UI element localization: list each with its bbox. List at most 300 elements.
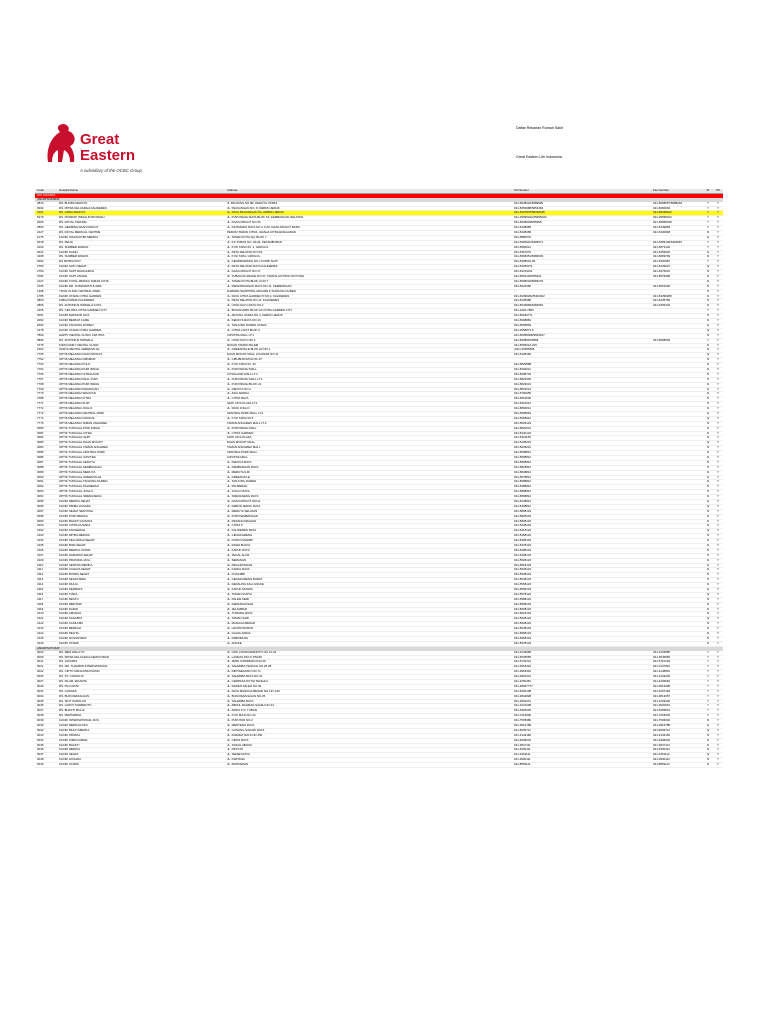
cell-address: JL. CEMPAKA PUTIH TENGAH <box>227 679 268 683</box>
cell-address: JL. GREENVILLE <box>227 475 250 479</box>
cell-tel: 021-5468123 <box>514 539 532 543</box>
cell-address: CIPUTRA MALL <box>227 455 248 459</box>
cell-address: JL. BOULEVARD BLOK G3 CITRA GARDEN CITY <box>227 309 293 313</box>
cell-code: 3117 <box>37 597 44 601</box>
cell-hospital-name: OPTIK MELAWAI CITRA <box>59 397 92 401</box>
cell-address: JL. PETOJO <box>227 748 244 752</box>
cell-code: 0036 <box>37 704 44 708</box>
cell-address: DAAN MOGOT MALL <box>227 441 256 445</box>
cell-code: 0045 <box>37 743 44 747</box>
cell-code: 3165 <box>37 309 44 313</box>
cell-hospital-name: RS. JAKARTA <box>59 660 78 664</box>
cell-code: 0160 <box>37 245 44 249</box>
cell-hospital-name: KLINIK TIARA <box>59 592 78 596</box>
cell-tel: 021-5418123 <box>514 529 532 533</box>
cell-tel: 021-56958338/56958 <box>514 221 542 225</box>
cell-tel: 021-5488123 <box>514 548 532 552</box>
cell-ip: N <box>706 743 710 747</box>
cell-code: 2102 <box>37 348 44 352</box>
cell-tel: 021-5548123 <box>514 578 532 582</box>
cell-op: Y <box>717 441 719 445</box>
cell-hospital-name: RS. MITRA KELUARGA KEMAYORAN <box>59 655 109 659</box>
cell-address: JL. KYAI MAJA NO.43 <box>227 714 256 718</box>
cell-hospital-name: RS. BHAKTI MULIA <box>59 709 85 713</box>
cell-address: JL. KAMAL RAYA <box>227 568 250 572</box>
cell-ip: N <box>706 411 710 415</box>
cell-hospital-name: KLINIK HUSADA <box>59 758 82 762</box>
cell-address: JL. KEDOYA RAYA NO.10 <box>227 319 261 323</box>
cell-ip: N <box>706 460 710 464</box>
cell-address: JL. SALEMBA TENGAH NO.26-28 <box>227 665 272 669</box>
cell-op: Y <box>717 407 719 411</box>
cell-address: JL. TAMAN SARI <box>227 617 250 621</box>
cell-fax: 021-5660003 <box>653 206 671 210</box>
cell-op: Y <box>717 529 719 533</box>
cell-ip: N <box>706 622 710 626</box>
cell-fax: 021-7506002 <box>653 719 671 723</box>
cell-op: Y <box>717 431 719 435</box>
cell-address: JL. GAJAH MADA <box>227 632 251 636</box>
cell-code: 3085 <box>37 451 44 455</box>
cell-op: Y <box>717 583 719 587</box>
cell-ip: N <box>706 524 710 528</box>
cell-code: 7767 <box>37 377 44 381</box>
cell-address: JL. PETA SELATAN RAYA KALIDERES <box>227 265 278 269</box>
cell-fax <box>653 383 703 387</box>
cell-tel: 021-54399252/5400022 <box>514 294 545 298</box>
col-hospital-name: Hospital Name <box>59 189 78 192</box>
cell-op: Y <box>717 553 719 557</box>
cell-op: Y <box>717 231 719 235</box>
cell-hospital-name: KLINIK HARAPAN SEHAT <box>59 553 93 557</box>
cell-ip: N <box>706 441 710 445</box>
cell-code: 3092 <box>37 485 44 489</box>
cell-code: 7773 <box>37 411 44 415</box>
cell-ip: N <box>706 480 710 484</box>
table-row <box>35 763 723 768</box>
cell-code: 2760 <box>37 270 44 274</box>
cell-fax <box>653 363 703 367</box>
cell-hospital-name: RS. HUSADA <box>59 689 77 693</box>
cell-tel: 021-5538123 <box>514 573 532 577</box>
cell-hospital-name: OPTIK MELAWAI CIBUBUR <box>59 358 96 362</box>
cell-fax: 021-3148991 <box>653 670 671 674</box>
cell-tel: 021-54369271 <box>514 265 533 269</box>
cell-fax <box>653 568 703 572</box>
cell-hospital-name: OPTIK MELAWAI PURI INDAH <box>59 382 100 386</box>
col-ip: IP <box>706 189 710 192</box>
cell-address: JL. SALEMBA RAYA NO.41 <box>227 675 263 679</box>
cell-code: 5279 <box>37 216 44 220</box>
cell-fax <box>653 432 703 436</box>
cell-code: 2127 <box>37 231 44 235</box>
cell-address: SLIPI JAYA PLAZA LT.1 <box>227 402 258 406</box>
cell-fax <box>653 319 703 323</box>
cell-op: Y <box>717 299 719 303</box>
cell-address: GARDEN SHOPPING ARCADE 8 TANJUNG DUREN <box>227 289 296 293</box>
cell-fax <box>653 461 703 465</box>
cell-code: 0030 <box>37 684 44 688</box>
cell-code: 3775 <box>37 343 44 347</box>
cell-fax: 021-3914928 <box>653 684 671 688</box>
cell-hospital-name: OPTIK MELAWAI CENTRAL PARK <box>59 411 105 415</box>
cell-fax: 021-5668567/5688218 <box>653 201 683 205</box>
cell-ip: N <box>706 446 710 450</box>
cell-fax: 021-5669739 <box>653 255 671 259</box>
cell-fax: 021-5651026 <box>653 284 671 288</box>
cell-address: JL. CENGKARENG <box>227 534 253 538</box>
cell-op: Y <box>717 314 719 318</box>
cell-code: 3080 <box>37 426 44 430</box>
cell-op: Y <box>717 480 719 484</box>
cell-hospital-name: KLINIK INSANI PURI MEDIKA <box>59 235 99 239</box>
cell-hospital-name: RS. GATOT SOEBROTO <box>59 704 92 708</box>
cell-fax: 021-5679938 <box>653 275 671 279</box>
cell-ip: N <box>706 231 710 235</box>
cell-code: 0044 <box>37 738 44 742</box>
cell-ip: N <box>706 573 710 577</box>
cell-tel: 021-3144182 <box>514 733 532 737</box>
cell-address: CENTRAL PARK MALL LT.2 <box>227 411 264 415</box>
cell-op: Y <box>717 265 719 269</box>
cell-op: Y <box>717 240 719 244</box>
cell-tel: 021-5678812 <box>514 475 532 479</box>
cell-hospital-name: KLINIK SEJAHTERA <box>59 578 86 582</box>
cell-code: 0032 <box>37 206 44 210</box>
cell-hospital-name: OPTIK TUNGGAL MERUYA <box>59 470 96 474</box>
cell-code: 3115 <box>37 588 44 592</box>
cell-code: 3098 <box>37 514 44 518</box>
cell-hospital-name: KLINIK UTAMA <box>59 641 79 645</box>
cell-op: Y <box>717 514 719 518</box>
cell-hospital-name: OPTIK TUNGGAL KEMBANGAN <box>59 465 102 469</box>
cell-hospital-name: KLINIK KASIH IBU <box>59 622 84 626</box>
cell-fax: 021-3520619 <box>653 704 671 708</box>
cell-ip: N <box>706 758 710 762</box>
cell-code: 7768 <box>37 382 44 386</box>
cell-tel: 021-5868812 <box>514 495 532 499</box>
cell-fax <box>653 500 703 504</box>
cell-tel: 021-5438190 <box>514 353 532 357</box>
cell-tel: 021-5665012-015 <box>514 343 537 347</box>
cell-address: JL. KAPUK RAYA <box>227 548 250 552</box>
cell-tel: 021-5646899/5466681 <box>514 304 544 308</box>
cell-address: JL. CIKINI RAYA <box>227 738 249 742</box>
cell-op: Y <box>717 694 719 698</box>
cell-code: 0011 <box>37 660 44 664</box>
cell-hospital-name: RS. ROYAL TARUMA <box>59 221 87 225</box>
cell-op: Y <box>717 495 719 499</box>
cell-ip: N <box>706 372 710 376</box>
cell-address: JL. DAAN MOGOT NO.17 <box>227 270 261 274</box>
cell-hospital-name: OPTIK MELAWAI SLIPI <box>59 402 90 406</box>
cell-address: JL. RAYA CITRA GARDEN 5 NO.2, KALIDERES <box>227 294 290 298</box>
cell-ip: N <box>706 314 710 318</box>
cell-tel: 021-5800011 <box>514 407 531 411</box>
cell-op: Y <box>717 670 719 674</box>
cell-fax <box>653 334 703 338</box>
cell-hospital-name: RS. SINT CAROLUS <box>59 699 86 703</box>
cell-op: Y <box>717 392 719 396</box>
cell-address: JL. KYAI TAPA NO. 33 <box>227 363 256 367</box>
cell-ip: Y <box>707 709 709 713</box>
cell-ip: N <box>706 328 710 332</box>
cell-op: Y <box>717 592 719 596</box>
cell-ip: N <box>706 553 710 557</box>
cell-op: Y <box>717 358 719 362</box>
cell-op: Y <box>717 250 719 254</box>
cell-tel: 021-5658123 <box>514 632 532 636</box>
cell-fax <box>653 627 703 631</box>
cell-tel: 021-5457070 <box>514 250 532 254</box>
cell-fax: 021-3107816 <box>653 665 671 669</box>
cell-ip: N <box>706 495 710 499</box>
cell-fax <box>653 480 703 484</box>
cell-address: Jl. PANJANG NO.8E, KEDOYA UTARA <box>227 201 278 205</box>
cell-hospital-name: OPTIK MELAWAI PULO <box>59 363 91 367</box>
cell-tel: 021-56958368/5665167 <box>514 333 545 337</box>
cell-op: Y <box>717 426 719 430</box>
cell-fax <box>653 314 703 318</box>
cell-op: Y <box>717 402 719 406</box>
cell-ip: N <box>706 348 710 352</box>
cell-op: Y <box>717 728 719 732</box>
cell-hospital-name: OPTIK TUNGGAL DAAN MOGOT <box>59 441 103 445</box>
cell-ip: N <box>706 475 710 479</box>
cell-ip: Y <box>707 699 709 703</box>
cell-fax: 021-6497494 <box>653 689 671 693</box>
cell-address: SLIPI JAYA PLAZA <box>227 436 252 440</box>
cell-tel: 021-5818812 <box>514 465 532 469</box>
cell-fax <box>653 549 703 553</box>
cell-hospital-name: KLINIK CAHAYA SEHAT <box>59 568 91 572</box>
cell-ip: Y <box>707 670 709 674</box>
cell-ip: N <box>706 265 710 269</box>
cell-op: Y <box>717 622 719 626</box>
cell-fax <box>653 309 703 313</box>
cell-code: 0866 <box>37 304 44 308</box>
cell-address: JL. LANDAS PACU TIMUR <box>227 655 262 659</box>
cell-hospital-name: KLINIK CITRA HUSADA <box>59 524 91 528</box>
cell-code: 3100 <box>37 524 44 528</box>
cell-tel: 021-5829888 <box>514 363 532 367</box>
cell-tel: 021-5306901/5306971 <box>514 240 544 244</box>
cell-hospital-name: KLINIK PRODIA <box>59 733 81 737</box>
cell-fax: 021-6006712 <box>653 728 671 732</box>
cell-op: Y <box>717 709 719 713</box>
cell-tel: 021-5301155 <box>514 436 531 440</box>
cell-address: JL. MERUYA ILIR <box>227 470 250 474</box>
cell-tel: 021-5458123 <box>514 534 532 538</box>
cell-op: Y <box>717 636 719 640</box>
cell-ip: N <box>706 363 710 367</box>
cell-fax <box>653 466 703 470</box>
cell-code: 3091 <box>37 480 44 484</box>
cell-hospital-name: OPTIK MELAWAI CITRALAND <box>59 372 99 376</box>
cell-address: JL. CIBUBUR RAYA NO.37 <box>227 358 262 362</box>
cell-ip: Y <box>707 655 709 659</box>
cell-op: Y <box>717 753 719 757</box>
cell-tel: 021-5661500 <box>514 397 532 401</box>
cell-hospital-name: RS. ANTONIUS NIRMALA <box>59 338 93 342</box>
cell-fax: 021-8581112 <box>653 763 670 767</box>
cell-code: 3112 <box>37 573 44 577</box>
cell-code: 7800 <box>37 333 44 337</box>
cell-hospital-name: RS. HERMINA DAAN MOGOT <box>59 226 99 230</box>
cell-tel: (021) 29555666 <box>514 348 535 352</box>
cell-ip: N <box>706 333 710 337</box>
cell-tel: 021-5688812 <box>514 480 532 484</box>
cell-address: JL. KEDAUNG KALI ANGKE <box>227 583 264 587</box>
cell-op: Y <box>717 500 719 503</box>
cell-op: Y <box>717 475 719 479</box>
cell-fax <box>653 344 703 348</box>
cell-op: Y <box>717 632 719 636</box>
cell-tel: 021-5440123 <box>514 431 532 435</box>
cell-fax <box>653 446 703 450</box>
cell-fax <box>653 388 703 392</box>
cell-code: 1785 <box>37 294 44 298</box>
cell-op: Y <box>717 573 719 577</box>
cell-tel: 021-3908201 <box>514 738 532 742</box>
cell-fax: 021-5459926 <box>653 250 671 254</box>
cell-ip: N <box>706 353 710 357</box>
cell-code: 3106 <box>37 548 44 552</box>
cell-op: Y <box>717 748 719 752</box>
cell-ip: N <box>706 753 710 757</box>
cell-op: Y <box>717 534 719 538</box>
cell-hospital-name: OPTIK MELAWAI MALL PURI <box>59 377 98 381</box>
cell-code: 3081 <box>37 431 44 435</box>
great-eastern-logo <box>40 120 165 180</box>
cell-code: 0031 <box>37 689 44 693</box>
cell-tel: 021-5665839 <box>514 323 532 327</box>
cell-code: 3095 <box>37 500 44 503</box>
cell-ip: N <box>706 583 710 587</box>
cell-ip: N <box>706 602 710 606</box>
cell-op: Y <box>717 743 719 747</box>
cell-ip: N <box>706 490 710 494</box>
cell-ip: N <box>706 392 710 396</box>
cell-tel: 021-5622066 <box>514 284 532 288</box>
cell-ip: N <box>706 641 710 645</box>
cell-op: Y <box>717 446 719 450</box>
cell-address: JL. CITRA 5 <box>227 524 243 528</box>
cell-code: 3088 <box>37 465 44 469</box>
cell-ip: N <box>706 632 710 636</box>
cell-op: Y <box>717 275 719 279</box>
cell-fax <box>653 603 703 607</box>
cell-op: Y <box>717 563 719 567</box>
section-label: JAKARTA BARAT <box>37 197 60 201</box>
cell-tel: 021-5508123 <box>514 558 532 562</box>
cell-fax: 021-7203540 <box>653 714 671 718</box>
cell-code: 3800 <box>37 299 44 303</box>
cell-op: Y <box>717 387 719 391</box>
cell-ip: Y <box>707 684 709 688</box>
cell-address: JL. PURI INDAH RAYA BLOK S2, KEMBANGAN SELATAN <box>227 216 303 220</box>
cell-hospital-name: SURYA DENTAL GREENVILLE <box>59 348 100 352</box>
cell-tel: 021-3144989 <box>514 650 532 654</box>
cell-hospital-name: KLINIK TOTAL MEDIKA TAMAN KOTA <box>59 279 109 283</box>
cell-address: JL. MENTENG RAYA <box>227 723 255 727</box>
cell-op: Y <box>717 738 719 742</box>
cell-ip: Y <box>707 221 709 225</box>
cell-code: 0005 <box>37 221 44 225</box>
cell-code: 0022 <box>37 670 44 674</box>
cell-fax <box>653 554 703 558</box>
cell-fax: 021-5668594 <box>653 338 671 342</box>
cell-ip: N <box>706 304 710 308</box>
cell-fax: 021-5483519 <box>653 709 671 713</box>
cell-hospital-name: KLINIK MEDIKALOKA <box>59 723 88 727</box>
cell-address: JL. CITRA 2 EXT BLOK A <box>227 328 261 332</box>
cell-tel: 021-5668912 <box>514 416 532 420</box>
cell-tel: 021-5648123 <box>514 627 532 631</box>
cell-tel: 021-3904441 <box>514 699 532 703</box>
cell-code: 0018 <box>37 240 44 244</box>
cell-code: 3782 <box>37 275 44 279</box>
cell-op: Y <box>717 279 719 283</box>
cell-fax <box>653 353 703 357</box>
cell-op: Y <box>717 460 719 464</box>
cell-code: 3093 <box>37 490 44 494</box>
cell-hospital-name: OPTIK TUNGGAL PALMERAH <box>59 485 99 489</box>
cell-address: RUKAN TAMAN PALEM <box>227 343 259 347</box>
cell-code: 0049 <box>37 763 44 767</box>
cell-op: Y <box>717 436 719 440</box>
cell-tel: 021-7219000 <box>514 714 532 718</box>
cell-address: JL. RAWA BUAYA <box>227 544 251 548</box>
cell-hospital-name: RS. BUDI KEMULIAAN <box>59 694 90 698</box>
cell-hospital-name: RS. MH. THAMRIN INTERNASIONAL <box>59 665 108 669</box>
cell-hospital-name: RS. ISLAM JAKARTA <box>59 679 87 683</box>
cell-code: 0027 <box>37 679 44 683</box>
cell-op: Y <box>717 684 719 688</box>
cell-hospital-name: KLINIK PRATAMA JAYA <box>59 558 90 562</box>
cell-hospital-name: OPTIK MELAWAI SENAYAN <box>59 392 96 396</box>
cell-code: 3105 <box>37 544 44 548</box>
cell-ip: Y <box>707 675 709 679</box>
cell-tel: 021-6330111 <box>514 748 531 752</box>
cell-code: 3125 <box>37 636 44 640</box>
cell-hospital-name: KLINIK BUNDA SEHAT <box>59 573 90 577</box>
cell-address: JL. TANJUNG DUREN UTARA <box>227 323 267 327</box>
svg-text:A subsidiary of the OCBC Group: A subsidiary of the OCBC Group <box>80 168 142 173</box>
cell-fax: 021-4206681 <box>653 679 671 683</box>
cell-code: 3103 <box>37 534 44 538</box>
cell-code: 3099 <box>37 519 44 523</box>
cell-ip: N <box>706 275 710 279</box>
cell-tel: 021-3916789 <box>514 723 532 727</box>
cell-tel: 021-5639123 <box>514 421 532 425</box>
cell-ip: Y <box>707 206 709 210</box>
cell-code: 3111 <box>37 568 44 572</box>
cell-hospital-name: OPTIK MELAWAI TAMAN ANGGREK <box>59 421 108 425</box>
cell-code: 2890 <box>37 226 44 230</box>
cell-code: 3119 <box>37 607 44 611</box>
cell-hospital-name: KLINIK UTAMA CITRA GARDEN <box>59 294 102 298</box>
cell-hospital-name: RS. SUMBER WARAS <box>59 255 89 259</box>
cell-hospital-name: KLINIK BINA SEHAT <box>59 544 86 548</box>
cell-fax <box>653 290 703 294</box>
cell-op: Y <box>717 328 719 332</box>
cell-code: 0043 <box>37 733 44 737</box>
cell-code: 0039 <box>37 719 44 723</box>
cell-address: JL. TUBAGUS ANGKE NO.37, TAMAN GOTONG ROYONG <box>227 275 305 279</box>
cell-tel: 021-5435986 <box>514 299 532 303</box>
cell-code: 3765 <box>37 284 44 288</box>
